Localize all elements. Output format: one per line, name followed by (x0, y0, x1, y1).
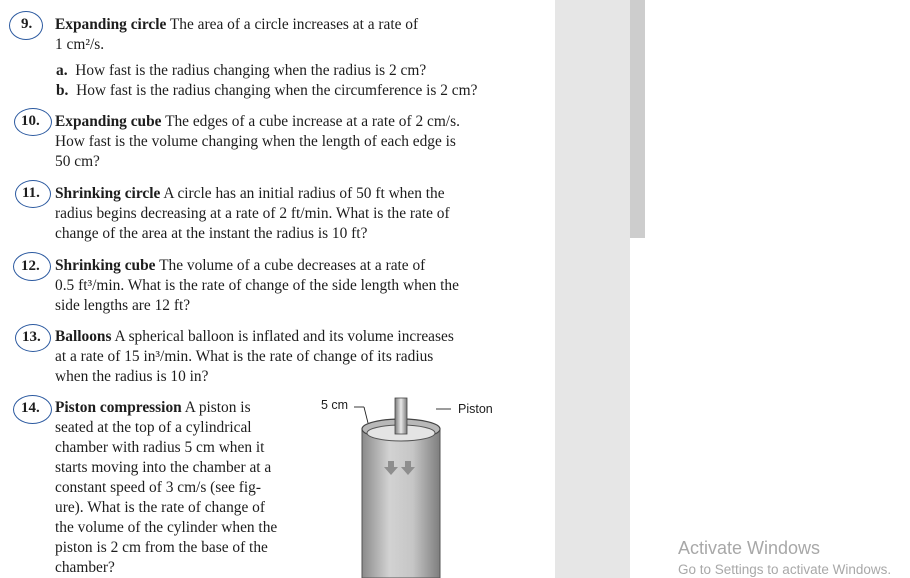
problem-9 (55, 15, 418, 55)
problem-number: 12. (21, 258, 40, 274)
problem-line: starts moving into the chamber at a (55, 459, 272, 476)
problem-number: 9. (21, 16, 33, 32)
part-text: How fast is the radius changing when the circumference is 2 cm? (76, 82, 478, 99)
problem-line: 0.5 ft³/min. What is the rate of change of the side length when the (55, 277, 459, 294)
problem-line: seated at the top of a cylindrical (55, 419, 252, 436)
problem-14 (55, 398, 277, 578)
radius-label: 5 cm (321, 398, 349, 412)
part-label: a. (56, 62, 68, 79)
problem-title: Expanding cube (55, 113, 162, 130)
problem-line: constant speed of 3 cm/s (see fig- (55, 479, 262, 496)
problem-line: A piston is (184, 399, 251, 416)
problem-line: The area of a circle increases at a rate of (169, 16, 419, 33)
piston-figure (340, 395, 460, 578)
problem-9-part-b (56, 81, 477, 101)
cylinder-body (362, 429, 440, 578)
part-label: b. (56, 82, 69, 99)
problem-title: Shrinking cube (55, 257, 156, 274)
problem-title: Expanding circle (55, 16, 167, 33)
problem-line: 1 cm²/s. (55, 36, 105, 53)
problem-10 (55, 112, 460, 172)
problem-line: radius begins decreasing at a rate of 2 ft/min. What is the rate of (55, 205, 450, 222)
activation-watermark-subtitle: Go to Settings to activate Windows. (678, 562, 892, 577)
problem-9-part-a (56, 61, 426, 81)
problem-title: Shrinking circle (55, 185, 161, 202)
viewer-gutter (555, 0, 630, 578)
problem-title: Piston compression (55, 399, 182, 416)
problem-line: How fast is the volume changing when the length of each edge is (55, 133, 456, 150)
problem-line: side lengths are 12 ft? (55, 297, 191, 314)
problem-number: 10. (21, 113, 40, 129)
problem-line: when the radius is 10 in? (55, 368, 209, 385)
problem-title: Balloons (55, 328, 112, 345)
problem-number: 13. (22, 329, 41, 345)
problem-line: The edges of a cube increase at a rate of 2 cm/s. (165, 113, 460, 130)
problem-11 (55, 184, 450, 244)
problem-line: A circle has an initial radius of 50 ft when the (163, 185, 445, 202)
problem-line: at a rate of 15 in³/min. What is the rate of change of its radius (55, 348, 434, 365)
problem-line: ure). What is the rate of change of (55, 499, 265, 516)
problem-line: A spherical balloon is inflated and its volume increases (114, 328, 454, 345)
problem-line: the volume of the cylinder when the (55, 519, 278, 536)
problem-line: change of the area at the instant the radius is 10 ft? (55, 225, 368, 242)
piston-label: Piston (458, 402, 493, 416)
problem-line: chamber? (55, 559, 115, 576)
problem-line: piston is 2 cm from the base of the (55, 539, 268, 556)
problem-12 (55, 256, 459, 316)
problem-line: 50 cm? (55, 153, 100, 170)
problem-line: chamber with radius 5 cm when it (55, 439, 265, 456)
problem-number: 14. (21, 400, 40, 416)
problem-line: The volume of a cube decreases at a rate of (159, 257, 426, 274)
scrollbar-thumb[interactable] (630, 0, 645, 238)
problem-13 (55, 327, 454, 387)
part-text: How fast is the radius changing when the radius is 2 cm? (75, 62, 427, 79)
desktop-area (645, 0, 910, 578)
activation-watermark-title: Activate Windows (678, 538, 821, 558)
piston-rod (395, 398, 407, 434)
radius-leader-drop (364, 407, 368, 423)
problem-number: 11. (22, 185, 40, 201)
